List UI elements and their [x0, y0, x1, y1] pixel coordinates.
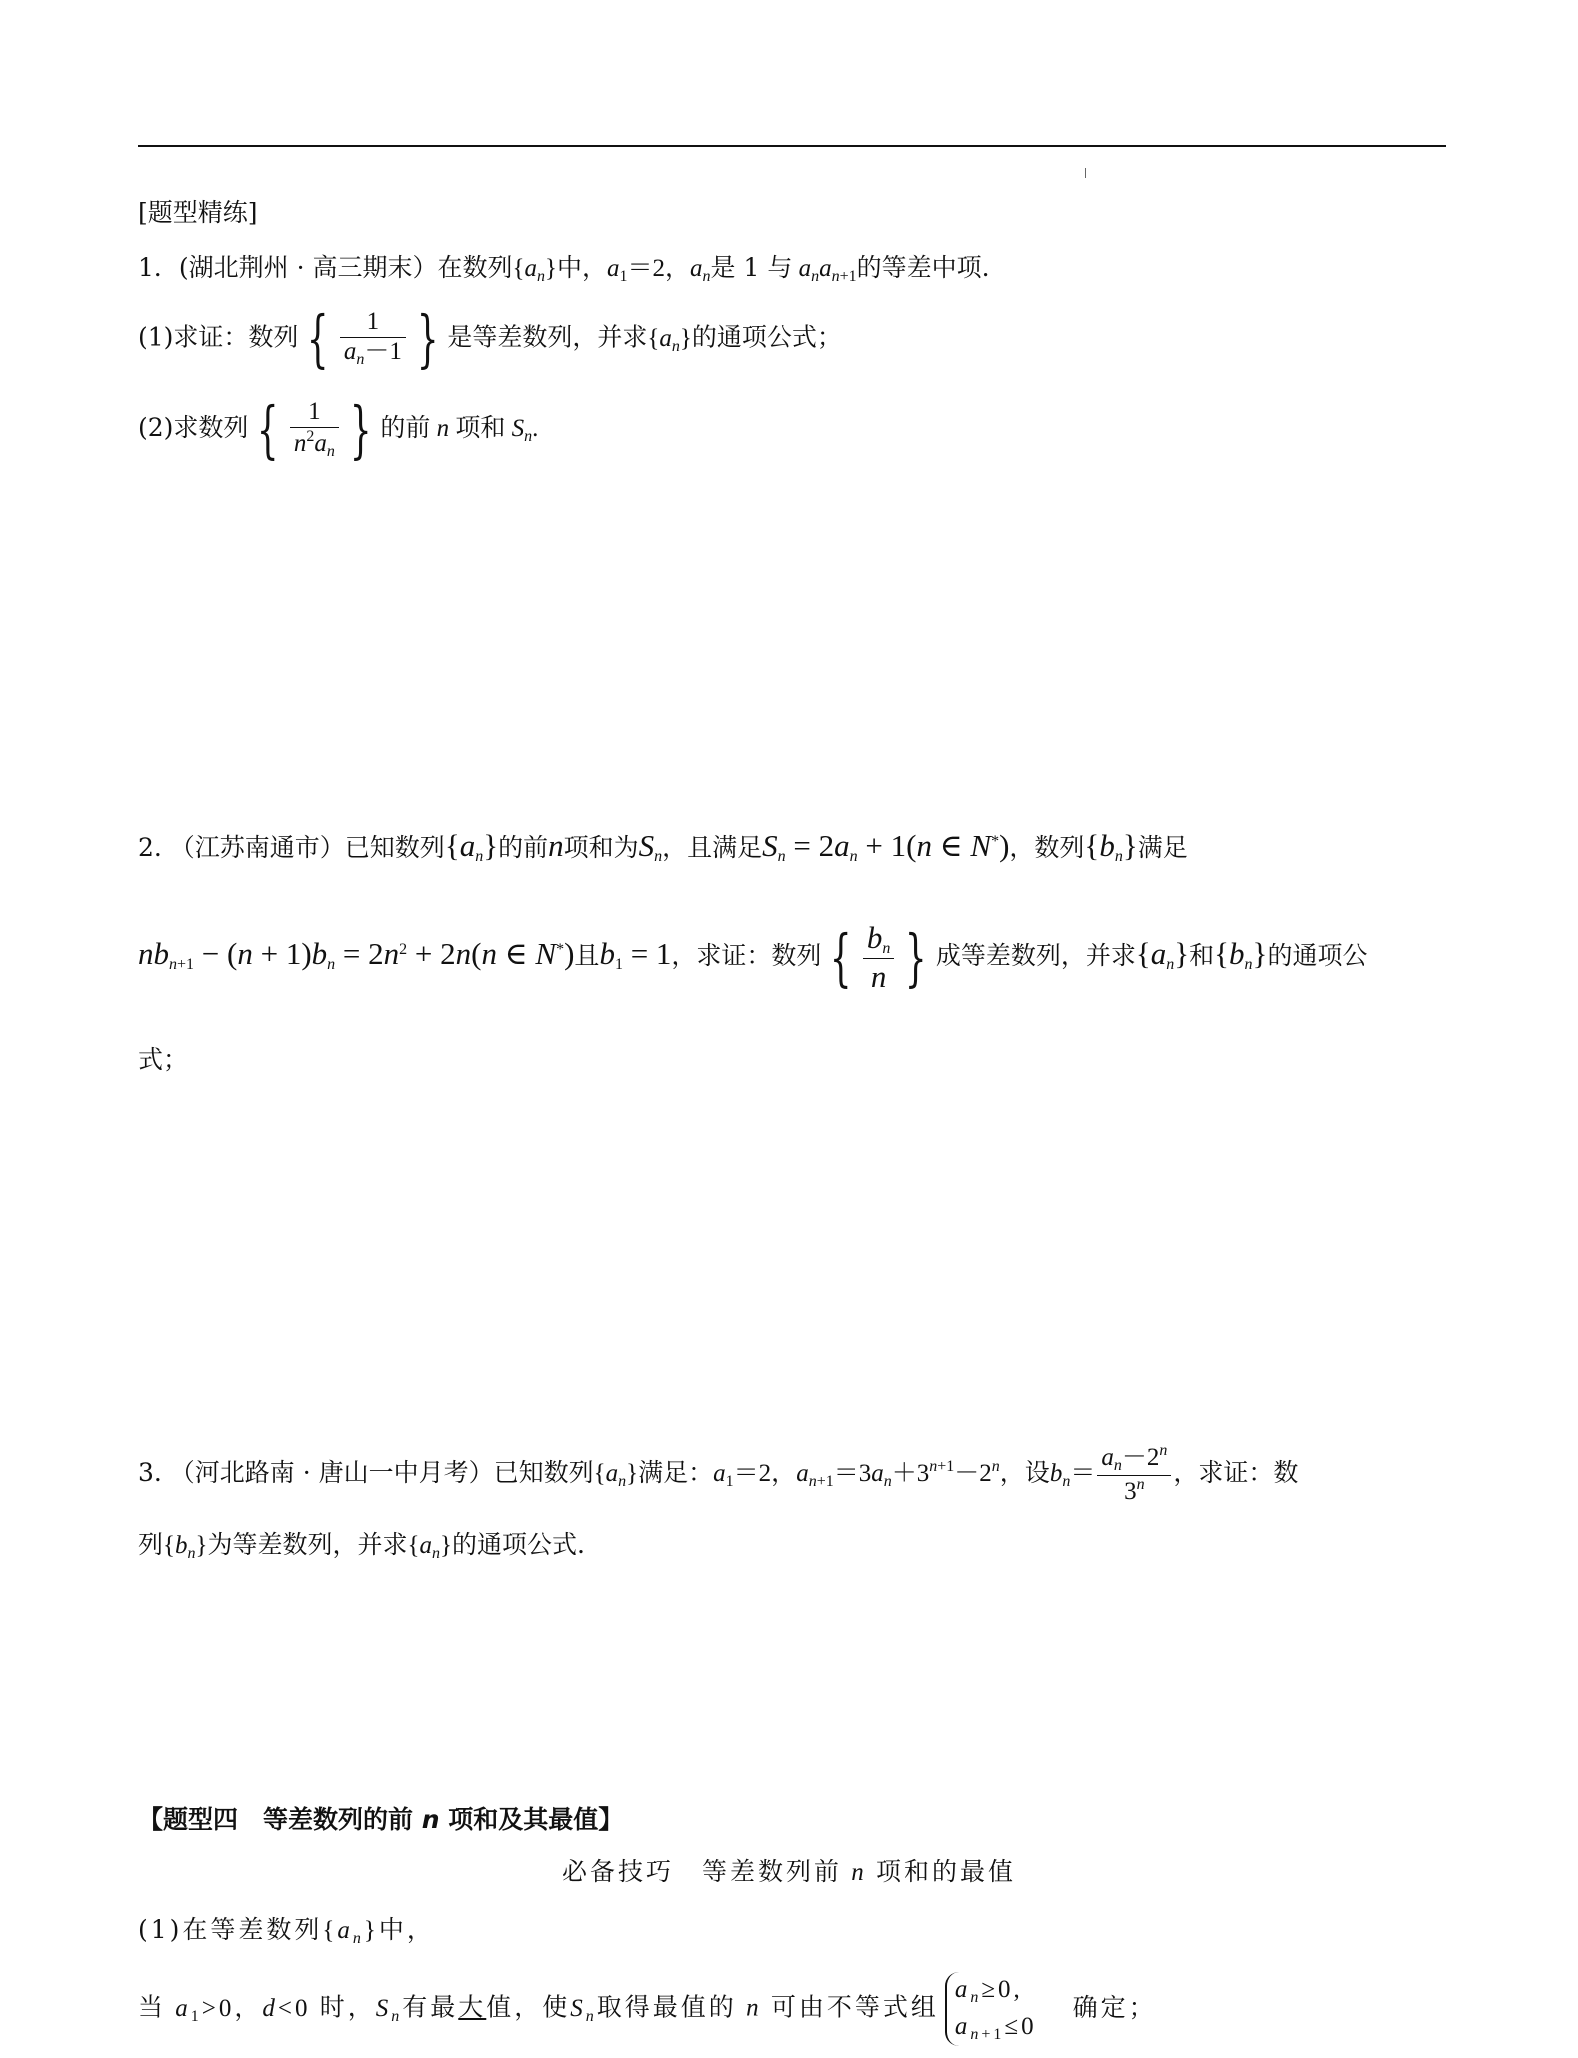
section-title: 【题型四 等差数列的前 n 项和及其最值】 [138, 1805, 624, 1834]
problem-1-part-2: (2)求数列 { $\frac{1}{n^2a_n}$ } 的前 n 项和 $S_n$. [138, 392, 539, 466]
problem-2-line-3: 式； [138, 1045, 189, 1074]
point-1: (1)在等差数列$\{a_n\}$中， [138, 1915, 435, 1947]
problem-3: 3. （河北路南 · 唐山一中月考）已知数列$\{a_n\}$满足：$a_1=2$，$a_{n+1}=3a_n+3^{n+1}-2^n$，设$b_n=$ $\frac{a_n-2^n}{3^n}$ ，求证：数 [138, 1442, 1299, 1506]
point-1-detail: 当 $a_1>0$，d<0 时，$S_n$有最大值，使$S_n$取得最值的 n 可由不等式组 $a_n\ge 0$, $a_{n+1}\le 0$ 确定； [138, 1972, 1157, 2046]
header-rule [138, 145, 1446, 147]
problem-2-line-2: $nb_{n+1} - (n + 1)b_n = 2n^2 + 2n(n$ ∈ N*)且$b_1 = 1$，求证：数列 { $\frac{b_n}{n}$ } 成等差数列，并求$\{a_n\}$和$\{b_n\}$的通项公 [138, 920, 1368, 995]
page-mark [1085, 168, 1086, 178]
problem-2: 2. （江苏南通市）已知数列$\{a_n\}$的前n项和为$S_n$，且满足$S_n = 2a_n + 1(n$ ∈ N*)，数列$\{b_n\}$满足 [138, 828, 1188, 865]
inequality-system: $a_n\ge 0$, $a_{n+1}\le 0$ [945, 1972, 1037, 2046]
section-heading: [题型精练] [138, 198, 258, 227]
problem-3-line-2: 列$\{b_n\}$为等差数列，并求$\{a_n\}$的通项公式. [138, 1530, 585, 1562]
problem-1-part-1: (1)求证：数列 { $\frac{1}{a_n-1}$ } 是等差数列，并求$\{a_n\}$的通项公式； [138, 302, 842, 375]
problem-1: 1．(湖北荆州 · 高三期末）在数列$\{a_n\}$中，$a_1=2$，$a_n$是 1 与 $a_na_{n+1}$的等差中项. [138, 253, 990, 285]
tip-title: 必备技巧 等差数列前 n 项和的最值 [561, 1857, 1017, 1886]
